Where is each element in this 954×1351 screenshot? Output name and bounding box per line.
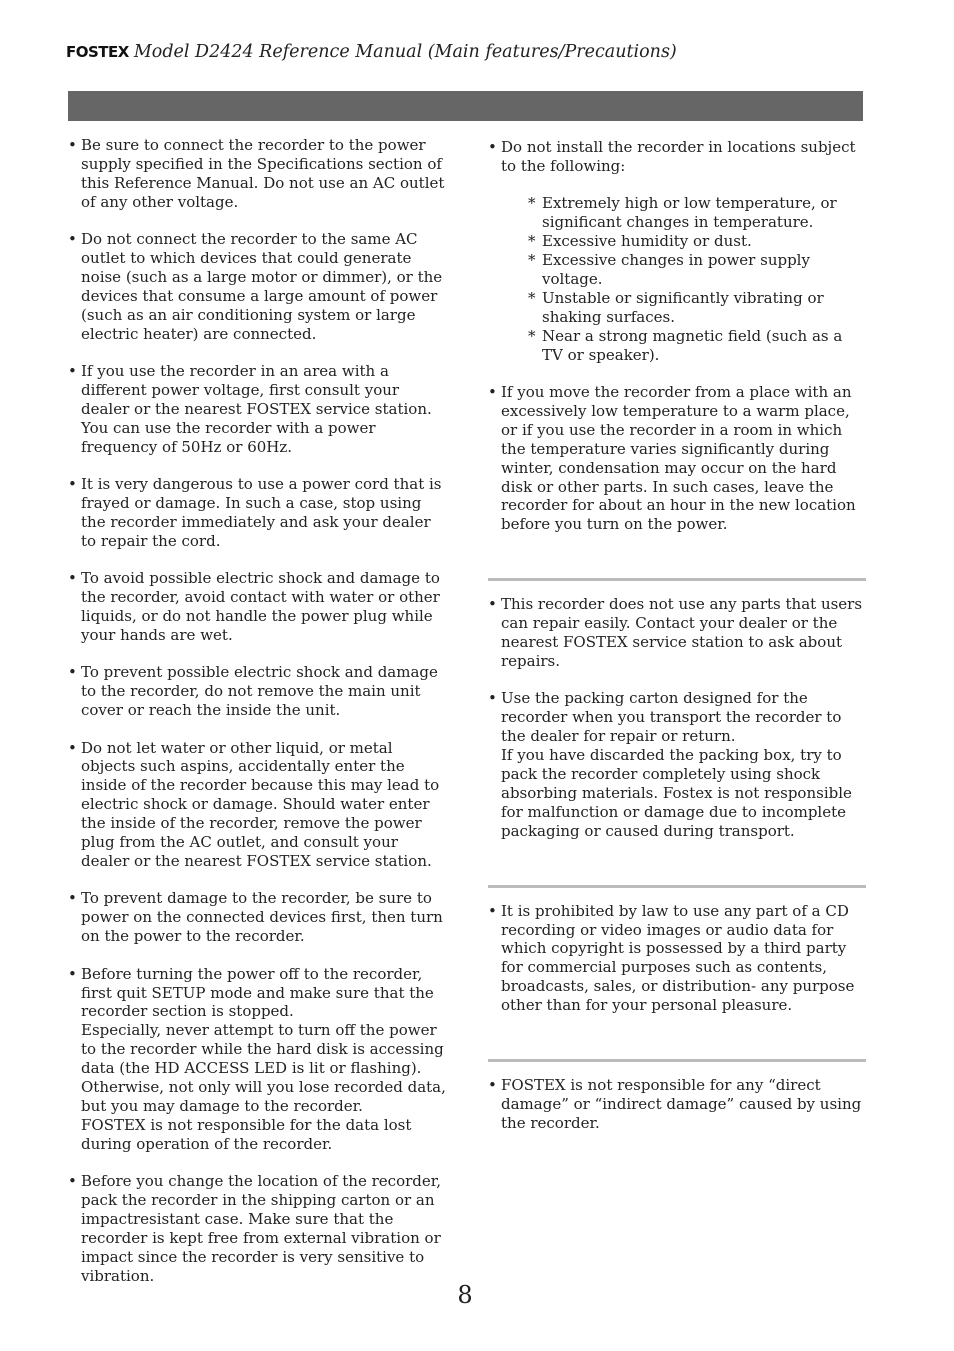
bullet-text: FOSTEX is not responsible for the data lost during operation of the recorder. bbox=[81, 1115, 412, 1153]
bullet-text: This recorder does not use any parts that users can repair easily. Contact your dealer or the nearest FOSTEX service station to ask about repairs. bbox=[501, 595, 863, 670]
left-column bbox=[68, 136, 446, 1304]
precaution-bullet bbox=[68, 889, 446, 946]
bullet-text: To avoid possible electric shock and damage to the recorder, avoid contact with water or other liquids, or do not handle the power plug while your hands are wet. bbox=[81, 569, 440, 644]
bullet-dot: • bbox=[68, 362, 77, 381]
asterisk-marker: * bbox=[528, 251, 536, 270]
precaution-bullet bbox=[68, 965, 446, 1154]
bullet-dot: • bbox=[488, 901, 497, 920]
precaution-bullet bbox=[68, 230, 446, 343]
section-divider-disclaimer bbox=[488, 1059, 866, 1062]
install-conditions-list bbox=[528, 194, 866, 364]
bullet-disclaimer bbox=[488, 1076, 866, 1133]
bullet-text: Do not connect the recorder to the same AC outlet to which devices that could generate noise (such as a large motor or dimmer), or the devices that consume a large amount of power (such as an air conditioning system or large electric heater) are connected. bbox=[81, 230, 443, 343]
bullet-dot: • bbox=[488, 1076, 497, 1095]
asterisk-marker: * bbox=[528, 194, 536, 213]
install-condition-item bbox=[528, 194, 866, 232]
bullet-dot: • bbox=[68, 964, 77, 983]
right-column bbox=[488, 138, 866, 1151]
bullet-text: To prevent possible electric shock and damage to the recorder, do not remove the main unit cover or reach the inside the unit. bbox=[81, 663, 438, 720]
page-header bbox=[66, 42, 677, 66]
repair-bullet bbox=[488, 689, 866, 840]
asterisk-marker: * bbox=[528, 288, 536, 307]
bullet-dot: • bbox=[68, 663, 77, 682]
install-condition-item bbox=[528, 327, 866, 365]
bullet-text: It is very dangerous to use a power cord that is frayed or damage. In such a case, stop using the recorder immediately and ask your dealer to repair the cord. bbox=[81, 475, 442, 550]
bullet-dot: • bbox=[488, 382, 497, 401]
section-banner bbox=[68, 91, 863, 121]
bullet-dot: • bbox=[68, 569, 77, 588]
bullet-dot: • bbox=[68, 136, 77, 154]
install-condition-text: Excessive changes in power supply voltage. bbox=[542, 251, 810, 288]
install-intro: Do not install the recorder in locations subject to the following: bbox=[501, 138, 856, 175]
precaution-bullet bbox=[68, 739, 446, 871]
bullet-copyright bbox=[488, 902, 866, 1015]
bullet-text: To prevent damage to the recorder, be sure to power on the connected devices first, then turn on the power to the recorder. bbox=[81, 889, 443, 946]
bullet-dot: • bbox=[68, 475, 77, 494]
install-condition-text: Excessive humidity or dust. bbox=[542, 232, 752, 251]
section-divider-copyright bbox=[488, 885, 866, 888]
page-number: 8 bbox=[457, 1281, 473, 1309]
install-condition-item bbox=[528, 289, 866, 327]
section-divider-repair bbox=[488, 578, 866, 581]
bullet-text: Especially, never attempt to turn off the power to the recorder while the hard disk is accessing data (the HD ACCESS LED is lit or flashing). Otherwise, not only will you lose recorded data, but you may damage to the recorder. bbox=[81, 1021, 446, 1115]
asterisk-marker: * bbox=[528, 326, 536, 345]
asterisk-marker: * bbox=[528, 232, 536, 251]
bullet-text: Be sure to connect the recorder to the power supply specified in the Specifications section of this Reference Manual. Do not use an AC outlet of any other voltage. bbox=[81, 136, 445, 211]
bullet-dot: • bbox=[68, 1172, 77, 1191]
precaution-bullet bbox=[68, 569, 446, 645]
bullet-dot: • bbox=[488, 689, 497, 708]
bullet-dot: • bbox=[68, 738, 77, 757]
bullet-text: Do not let water or other liquid, or metal objects such aspins, accidentally enter the inside of the recorder because this may lead to electric shock or damage. Should water enter the inside of the recorder, remove the power plug from the AC outlet, and consult your dealer or the nearest FOSTEX service station. bbox=[81, 738, 440, 870]
precaution-bullet bbox=[68, 475, 446, 551]
fostex-logo: FOSTEX bbox=[66, 43, 129, 61]
bullet-dot: • bbox=[488, 138, 497, 156]
install-condition-item bbox=[528, 251, 866, 289]
bullet-text: If you use the recorder in an area with a different power voltage, first consult your dealer or the nearest FOSTEX service station. You can use the recorder with a power frequency of 50Hz or 60Hz. bbox=[81, 362, 432, 456]
install-condition-text: Near a strong magnetic field (such as a TV or speaker). bbox=[542, 326, 843, 364]
bullet-install-locations bbox=[488, 138, 866, 364]
repair-bullet bbox=[488, 595, 866, 671]
bullet-dot: • bbox=[68, 889, 77, 908]
install-condition-text: Extremely high or low temperature, or significant changes in temperature. bbox=[542, 194, 837, 232]
disclaimer-text: FOSTEX is not responsible for any “direct damage” or “indirect damage” caused by using the recorder. bbox=[501, 1076, 862, 1132]
precaution-bullet bbox=[68, 663, 446, 720]
bullet-text: Before you change the location of the recorder, pack the recorder in the shipping carton or an impactresistant case. Make sure that the recorder is kept free from external vibration or impact since the recorder is very sensitive to vibration. bbox=[81, 1172, 442, 1285]
manual-title: Model D2424 Reference Manual (Main features/Precautions) bbox=[133, 42, 677, 62]
precaution-bullet bbox=[68, 1172, 446, 1285]
install-condition-item bbox=[528, 232, 866, 251]
bullet-text: If you have discarded the packing box, try to pack the recorder completely using shock absorbing materials. Fostex is not responsible for malfunction or damage due to incomplete packaging or caused during transport. bbox=[501, 746, 852, 840]
bullet-text: Use the packing carton designed for the recorder when you transport the recorder to the dealer for repair or return. bbox=[501, 689, 842, 746]
repair-section bbox=[488, 595, 866, 840]
bullet-dot: • bbox=[68, 230, 77, 249]
condensation-text: If you move the recorder from a place with an excessively low temperature to a warm place, or if you use the recorder in a room in which the temperature varies significantly during winter, condensation may occur on the hard disk or other parts. In such cases, leave the recorder for about an hour in the new location before you turn on the power. bbox=[501, 382, 856, 534]
bullet-text: Before turning the power off to the recorder, first quit SETUP mode and make sure that the recorder section is stopped. bbox=[81, 964, 434, 1021]
copyright-text: It is prohibited by law to use any part of a CD recording or video images or audio data for which copyright is possessed by a third party for commercial purposes such as contents, broadcasts, sales, or distribution- any purpose other than for your personal pleasure. bbox=[501, 901, 855, 1015]
install-condition-text: Unstable or significantly vibrating or shaking surfaces. bbox=[542, 288, 824, 326]
precaution-bullet bbox=[68, 362, 446, 457]
precaution-bullet bbox=[68, 136, 446, 212]
bullet-dot: • bbox=[488, 595, 497, 614]
bullet-condensation bbox=[488, 383, 866, 534]
